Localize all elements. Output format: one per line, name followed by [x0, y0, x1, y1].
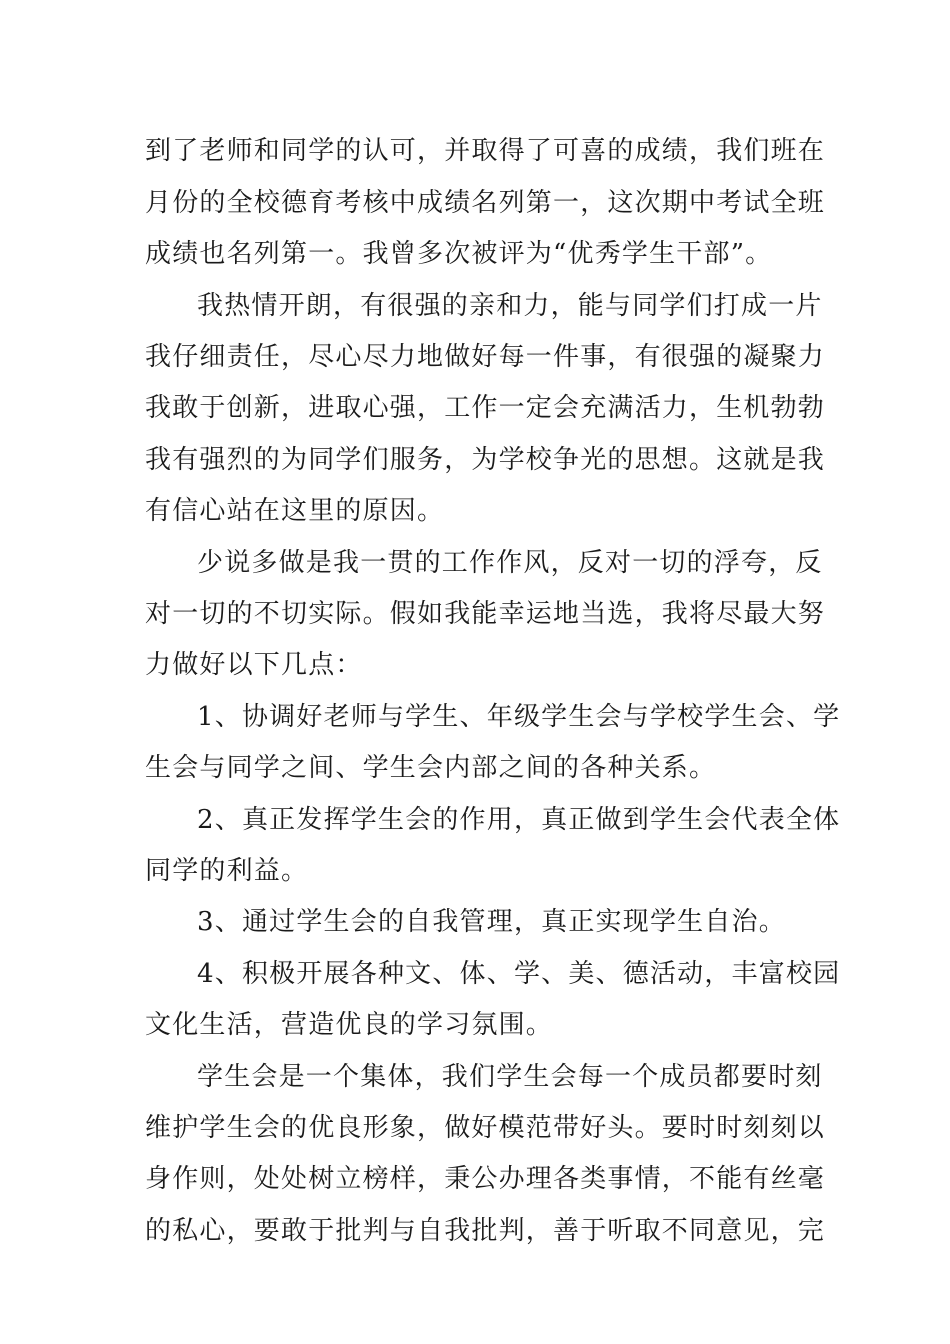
text-line: 到了老师和同学的认可，并取得了可喜的成绩，我们班在 [145, 136, 826, 166]
text-line: 的私心，要敢于批判与自我批判，善于听取不同意见，完 [145, 1216, 826, 1246]
paragraph-first-line: 少说多做是我一贯的工作作风，反对一切的浮夸，反 [197, 548, 823, 578]
text-line: 同学的利益。 [145, 856, 309, 886]
text-line: 有信心站在这里的原因。 [145, 496, 445, 526]
text-line: 维护学生会的优良形象，做好模范带好头。要时时刻刻以 [145, 1113, 826, 1143]
text-line: 身作则，处处树立榜样，秉公办理各类事情，不能有丝毫 [145, 1164, 826, 1194]
text-line: 文化生活，营造优良的学习氛围。 [145, 1010, 554, 1040]
text-line: 月份的全校德育考核中成绩名列第一，这次期中考试全班 [145, 188, 826, 218]
text-line: 力做好以下几点： [145, 650, 363, 680]
list-item-1: 1、协调好老师与学生、年级学生会与学校学生会、学 [197, 702, 841, 732]
text-line: 生会与同学之间、学生会内部之间的各种关系。 [145, 753, 717, 783]
list-item-4: 4、积极开展各种文、体、学、美、德活动，丰富校园 [197, 959, 841, 989]
text-line: 我仔细责任，尽心尽力地做好每一件事，有很强的凝聚力 [145, 342, 826, 372]
text-line: 我有强烈的为同学们服务，为学校争光的思想。这就是我 [145, 445, 826, 475]
text-line: 成绩也名列第一。我曾多次被评为“优秀学生干部”。 [145, 239, 773, 269]
text-line: 我敢于创新，进取心强，工作一定会充满活力，生机勃勃 [145, 393, 826, 423]
paragraph-first-line: 学生会是一个集体，我们学生会每一个成员都要时刻 [197, 1062, 823, 1092]
text-line: 对一切的不切实际。假如我能幸运地当选，我将尽最大努 [145, 599, 826, 629]
paragraph-first-line: 我热情开朗，有很强的亲和力，能与同学们打成一片 [197, 291, 823, 321]
list-item-3: 3、通过学生会的自我管理，真正实现学生自治。 [197, 907, 786, 937]
list-item-2: 2、真正发挥学生会的作用，真正做到学生会代表全体 [197, 805, 841, 835]
